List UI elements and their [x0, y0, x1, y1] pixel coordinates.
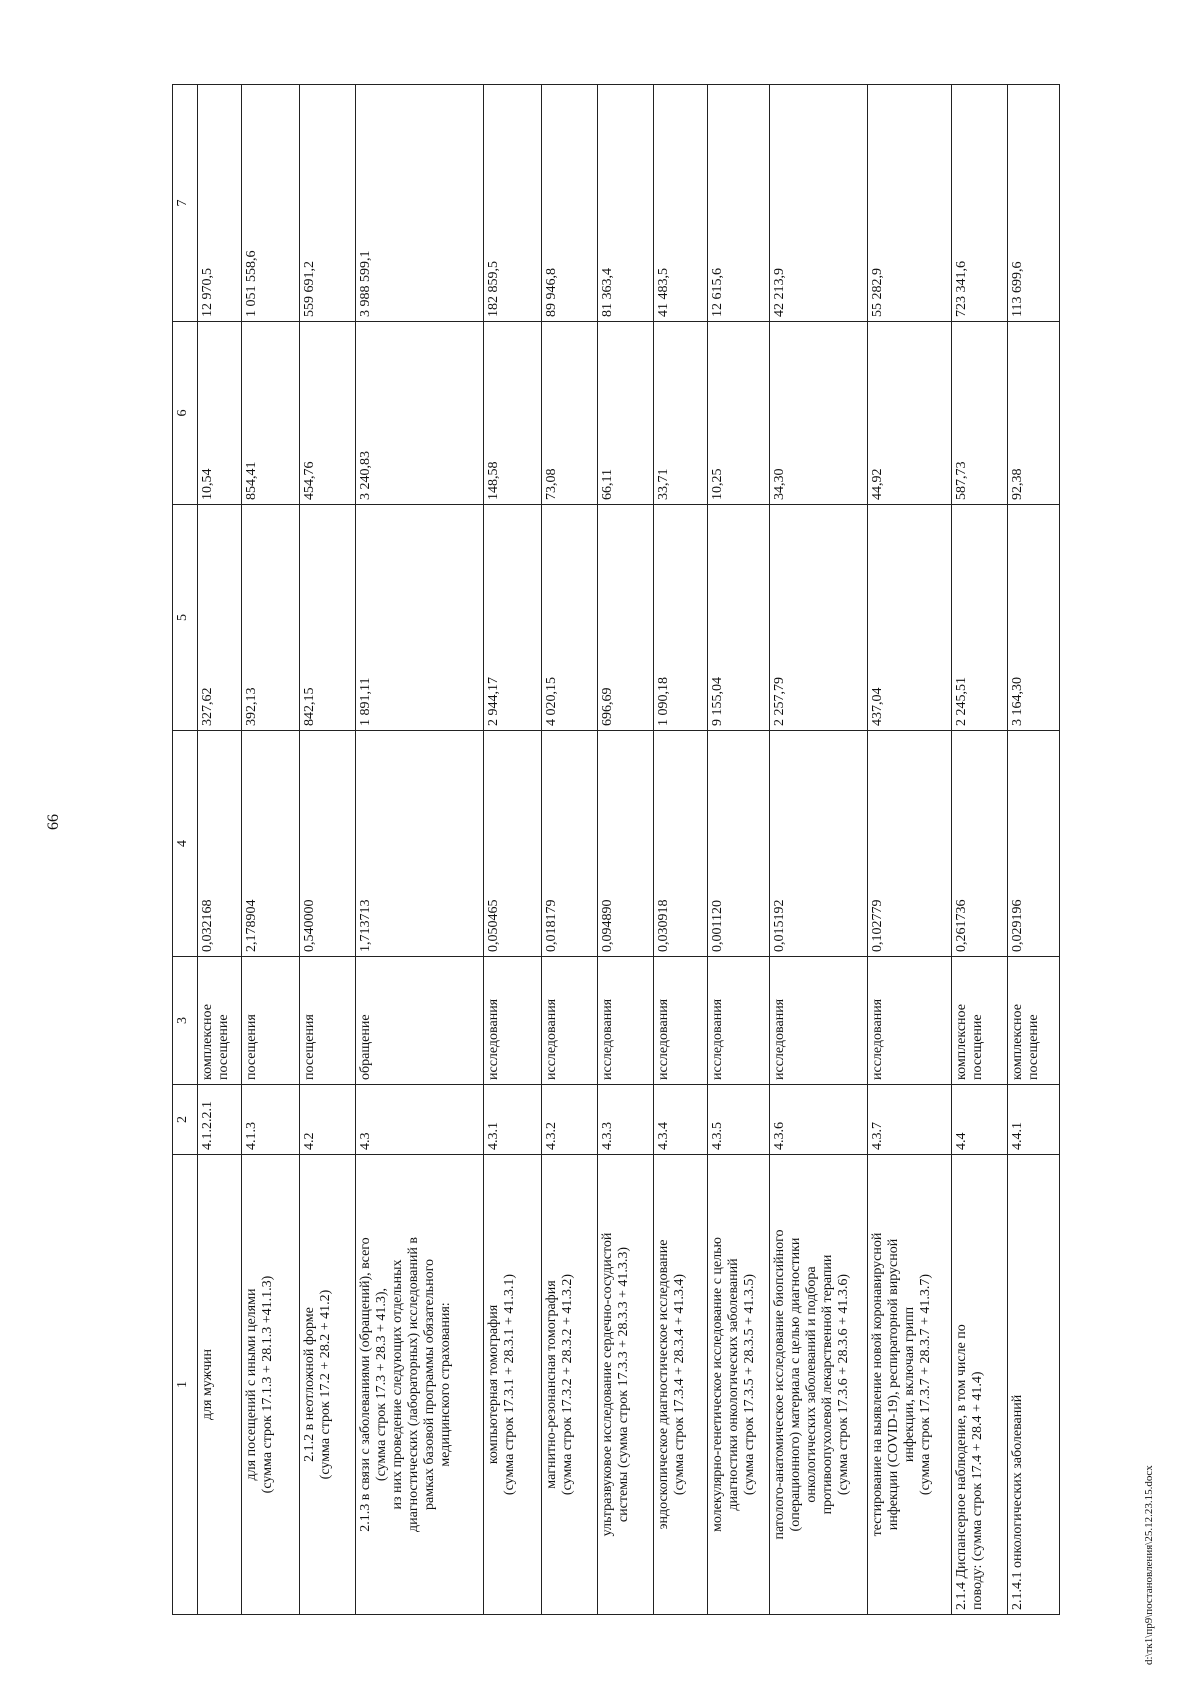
row-name-line: (сумма строк 17.3.6 + 28.3.6 + 41.3.6)	[836, 1273, 852, 1496]
column-header-6: 6	[173, 322, 198, 505]
row-value-c5: 437,04	[868, 505, 952, 731]
row-unit-line: посещение	[970, 1014, 986, 1080]
row-name-line: рамках базовой программы обязательного	[422, 1259, 438, 1510]
data-table	[172, 84, 1060, 1615]
row-value-c4: 0,540000	[300, 731, 356, 957]
row-code-cell: 4.1.2.2.1	[198, 1085, 242, 1155]
column-header-7: 7	[173, 85, 198, 322]
row-value-c7: 41 483,5	[654, 85, 708, 322]
column-header-5: 5	[173, 505, 198, 731]
row-value-c7: 12 615,6	[708, 85, 770, 322]
row-unit-cell	[242, 957, 300, 1085]
row-value-c4: 0,050465	[484, 731, 542, 957]
rotated-table-container	[172, 85, 1060, 1615]
row-unit-line: комплексное	[200, 1004, 215, 1080]
row-unit-line: исследования	[710, 998, 725, 1080]
row-name-line: для посещений с иными целями	[244, 1288, 259, 1481]
row-value-c6: 10,54	[198, 322, 242, 505]
row-name-line: (сумма строк 17.2 + 28.2 + 41.2)	[318, 1289, 334, 1480]
row-name-cell	[484, 1155, 542, 1615]
row-name-line: из них проведение следующих отдельных	[390, 1259, 406, 1510]
row-name-line: медицинского страхования:	[438, 1302, 454, 1467]
row-name-cell	[542, 1155, 598, 1615]
row-name-cell	[242, 1155, 300, 1615]
table-row	[952, 85, 1008, 1615]
row-unit-cell	[300, 957, 356, 1085]
row-unit-line: посещение	[216, 1014, 232, 1080]
row-name-line: системы (сумма строк 17.3.3 + 28.3.3 + 41.3.3)	[616, 1246, 632, 1523]
row-unit-cell	[484, 957, 542, 1085]
row-name-cell	[770, 1155, 868, 1615]
row-code-cell: 4.1.3	[242, 1085, 300, 1155]
row-name-line: инфекции (COVID-19), респираторной вирусной	[886, 1238, 902, 1531]
row-name-line: (сумма строк 17.3.7 + 28.3.7 + 41.3.7)	[918, 1273, 934, 1496]
row-code-cell: 4.3.2	[542, 1085, 598, 1155]
row-name-line: 2.1.4 Диспансерное наблюдение, в том числе по	[954, 1324, 969, 1610]
column-header-1: 1	[173, 1155, 198, 1615]
row-unit-cell	[952, 957, 1008, 1085]
table-row	[242, 85, 300, 1615]
row-name-cell	[598, 1155, 654, 1615]
row-unit-line: комплексное	[1010, 1004, 1025, 1080]
row-value-c5: 842,15	[300, 505, 356, 731]
row-name-cell	[1008, 1155, 1060, 1615]
row-code-cell: 4.3.1	[484, 1085, 542, 1155]
row-value-c4: 0,030918	[654, 731, 708, 957]
row-value-c5: 1 090,18	[654, 505, 708, 731]
row-value-c4: 0,094890	[598, 731, 654, 957]
row-name-line: 2.1.4.1 онкологических заболеваний	[1010, 1394, 1025, 1610]
row-value-c6: 33,71	[654, 322, 708, 505]
row-value-c5: 4 020,15	[542, 505, 598, 731]
row-value-c4: 0,032168	[198, 731, 242, 957]
row-name-line: диагностики онкологических заболеваний	[726, 1258, 742, 1511]
row-value-c5: 696,69	[598, 505, 654, 731]
row-code-cell: 4.3.6	[770, 1085, 868, 1155]
row-unit-line: посещения	[244, 1014, 259, 1080]
row-unit-line: исследования	[772, 998, 787, 1080]
row-value-c6: 92,38	[1008, 322, 1060, 505]
row-unit-line: исследования	[600, 998, 615, 1080]
row-unit-cell	[770, 957, 868, 1085]
row-unit-line: комплексное	[954, 1004, 969, 1080]
row-name-line: (сумма строк 17.3.5 + 28.3.5 + 41.3.5)	[742, 1273, 758, 1496]
row-value-c6: 10,25	[708, 322, 770, 505]
row-name-line: компьютерная томография	[486, 1304, 501, 1465]
table-row	[598, 85, 654, 1615]
row-value-c5: 9 155,04	[708, 505, 770, 731]
row-value-c7: 559 691,2	[300, 85, 356, 322]
row-value-c4: 0,261736	[952, 731, 1008, 957]
row-name-line: поводу: (сумма строк 17.4 + 28.4 + 41.4)	[970, 1371, 986, 1610]
column-header-3: 3	[173, 957, 198, 1085]
row-name-line: молекулярно-генетическое исследование с целью	[710, 1237, 725, 1532]
row-unit-cell	[598, 957, 654, 1085]
row-value-c4: 0,102779	[868, 731, 952, 957]
row-value-c4: 0,018179	[542, 731, 598, 957]
row-unit-cell	[356, 957, 484, 1085]
table-row	[198, 85, 242, 1615]
row-unit-cell	[542, 957, 598, 1085]
row-value-c7: 55 282,9	[868, 85, 952, 322]
row-value-c7: 113 699,6	[1008, 85, 1060, 322]
file-path-footer: d:\тк1\пр9\постановления\25.12.23.15.docx	[1143, 1465, 1155, 1665]
row-unit-line: исследования	[870, 998, 885, 1080]
table-row	[708, 85, 770, 1615]
row-name-line: для мужчин	[200, 1348, 215, 1421]
row-code-cell: 4.3.4	[654, 1085, 708, 1155]
row-unit-cell	[868, 957, 952, 1085]
row-name-line: онкологических заболеваний и подбора	[804, 1266, 820, 1503]
table-row	[484, 85, 542, 1615]
row-value-c4: 0,001120	[708, 731, 770, 957]
row-value-c7: 3 988 599,1	[356, 85, 484, 322]
row-value-c7: 89 946,8	[542, 85, 598, 322]
column-header-2: 2	[173, 1085, 198, 1155]
page-number: 66	[45, 814, 62, 830]
row-value-c4: 2,178904	[242, 731, 300, 957]
row-unit-line: исследования	[656, 998, 671, 1080]
row-name-line: 2.1.3 в связи с заболеваниями (обращений), всего	[358, 1237, 373, 1532]
row-name-line: (операционного) материала с целью диагностики	[788, 1237, 804, 1532]
row-code-cell: 4.2	[300, 1085, 356, 1155]
row-code-cell: 4.3	[356, 1085, 484, 1155]
row-unit-cell	[708, 957, 770, 1085]
row-value-c4: 1,713713	[356, 731, 484, 957]
row-unit-cell	[1008, 957, 1060, 1085]
row-unit-line: посещения	[302, 1014, 317, 1080]
row-value-c7: 723 341,6	[952, 85, 1008, 322]
row-value-c6: 854,41	[242, 322, 300, 505]
table-body	[198, 85, 1060, 1615]
row-name-line: (сумма строк 17.1.3 + 28.1.3 +41.1.3)	[260, 1275, 276, 1494]
row-value-c5: 327,62	[198, 505, 242, 731]
row-value-c6: 454,76	[300, 322, 356, 505]
row-name-line: (сумма строк 17.3.4 + 28.3.4 + 41.3.4)	[672, 1273, 688, 1496]
row-value-c5: 1 891,11	[356, 505, 484, 731]
row-value-c6: 3 240,83	[356, 322, 484, 505]
row-value-c5: 2 245,51	[952, 505, 1008, 731]
table-row	[300, 85, 356, 1615]
row-name-line: ультразвуковое исследование сердечно-сосудистой	[600, 1232, 615, 1537]
row-unit-line: исследования	[544, 998, 559, 1080]
row-name-line: (сумма строк 17.3.2 + 28.3.2 + 41.3.2)	[560, 1273, 576, 1496]
row-name-cell	[952, 1155, 1008, 1615]
row-code-cell: 4.3.3	[598, 1085, 654, 1155]
table-row	[1008, 85, 1060, 1615]
row-code-cell: 4.4	[952, 1085, 1008, 1155]
table-row	[356, 85, 484, 1615]
table-header-row	[173, 85, 198, 1615]
row-code-cell: 4.3.5	[708, 1085, 770, 1155]
row-value-c6: 44,92	[868, 322, 952, 505]
table-row	[770, 85, 868, 1615]
row-value-c5: 392,13	[242, 505, 300, 731]
row-name-cell	[356, 1155, 484, 1615]
row-value-c5: 3 164,30	[1008, 505, 1060, 731]
table-row	[654, 85, 708, 1615]
row-name-line: магнитно-резонансная томография	[544, 1280, 559, 1489]
row-value-c7: 182 859,5	[484, 85, 542, 322]
row-value-c6: 587,73	[952, 322, 1008, 505]
row-name-cell	[708, 1155, 770, 1615]
row-name-line: патолого-анатомическое исследование биопсийного	[772, 1229, 787, 1540]
row-unit-line: исследования	[486, 998, 501, 1080]
row-name-line: тестирование на выявление новой коронавирусной	[870, 1232, 885, 1537]
row-name-line: (сумма строк 17.3.1 + 28.3.1 + 41.3.1)	[502, 1273, 518, 1496]
row-name-cell	[654, 1155, 708, 1615]
row-value-c7: 1 051 558,6	[242, 85, 300, 322]
row-value-c7: 42 213,9	[770, 85, 868, 322]
row-code-cell: 4.4.1	[1008, 1085, 1060, 1155]
row-unit-cell	[654, 957, 708, 1085]
row-name-line: противоопухолевой лекарственной терапии	[820, 1254, 836, 1515]
row-unit-line: обращение	[358, 1014, 373, 1080]
row-value-c7: 81 363,4	[598, 85, 654, 322]
row-name-line: эндоскопическое диагностическое исследование	[656, 1239, 671, 1530]
row-value-c7: 12 970,5	[198, 85, 242, 322]
row-value-c4: 0,029196	[1008, 731, 1060, 957]
table-row	[868, 85, 952, 1615]
row-value-c5: 2 257,79	[770, 505, 868, 731]
row-unit-line: посещение	[1026, 1014, 1042, 1080]
row-code-cell: 4.3.7	[868, 1085, 952, 1155]
row-value-c4: 0,015192	[770, 731, 868, 957]
row-name-line: (сумма строк 17.3 + 28.3 + 41.3),	[374, 1287, 390, 1482]
row-name-line: 2.1.2 в неотложной форме	[302, 1307, 317, 1462]
row-value-c5: 2 944,17	[484, 505, 542, 731]
row-value-c6: 34,30	[770, 322, 868, 505]
row-name-line: инфекции, включая грипп	[902, 1306, 918, 1463]
row-value-c6: 148,58	[484, 322, 542, 505]
row-name-line: диагностических (лабораторных) исследований в	[406, 1237, 422, 1532]
row-name-cell	[198, 1155, 242, 1615]
row-unit-cell	[198, 957, 242, 1085]
row-value-c6: 66,11	[598, 322, 654, 505]
row-name-cell	[300, 1155, 356, 1615]
row-name-cell	[868, 1155, 952, 1615]
column-header-4: 4	[173, 731, 198, 957]
table-row	[542, 85, 598, 1615]
row-value-c6: 73,08	[542, 322, 598, 505]
